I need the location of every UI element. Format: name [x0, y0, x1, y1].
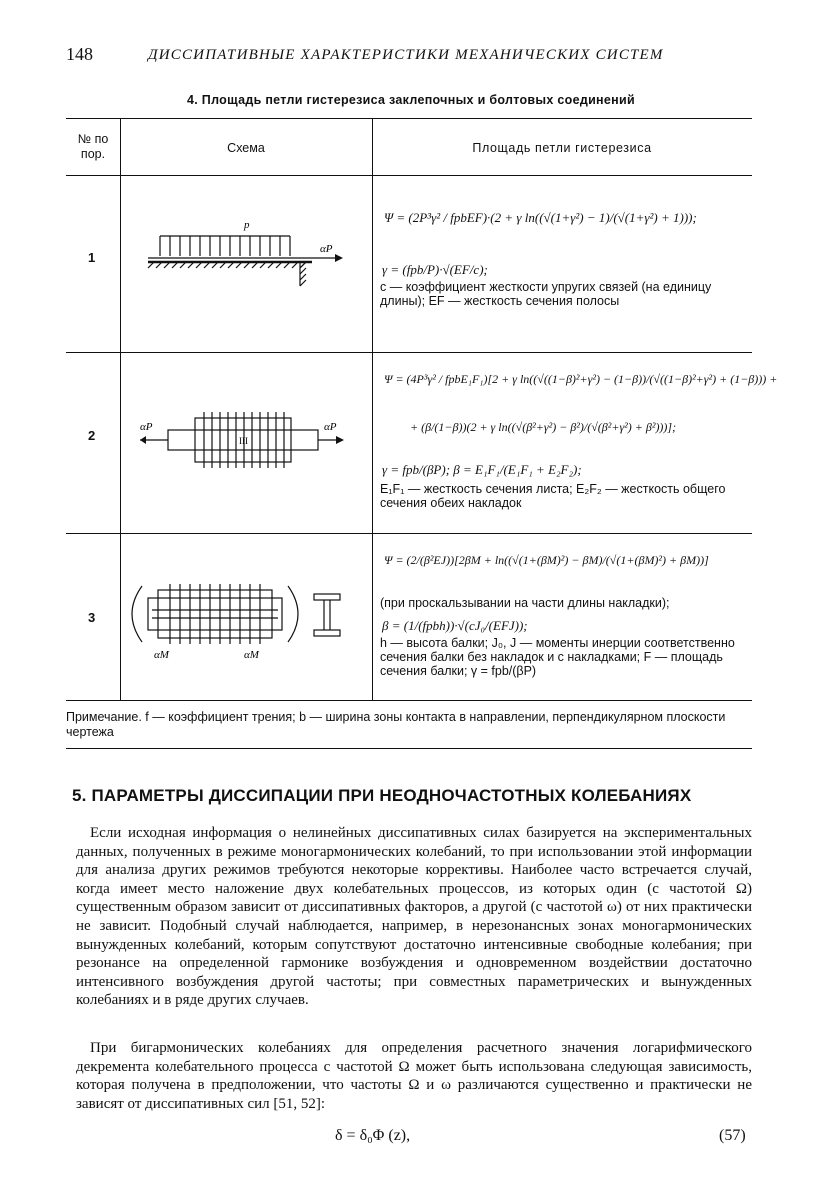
row-2-number: 2: [88, 428, 96, 443]
equation-57: δ = δ₀Φ (z),: [335, 1127, 411, 1144]
row-2-formula-gamma: γ = fpb/(βP); β = E₁F₁/(E₁F₁ + E₂F₂);: [382, 462, 582, 477]
equation-number: (57): [719, 1127, 746, 1144]
row-3-left-moment-label: αM: [154, 649, 169, 661]
row-2-formula-cont: + (β/(1−β))(2 + γ ln((√(β²+γ²) − β²)/(√(β²+γ²) + β²)))];: [410, 420, 677, 434]
row-1-number: 1: [88, 250, 96, 265]
row-3-right-moment-label: αM: [244, 649, 259, 661]
col-header-scheme: Схема: [227, 141, 265, 155]
row-3-slip-text: (при проскальзывании на части длины накладки);: [380, 596, 670, 610]
row-3-formula-main: Ψ = (2/(β²EJ))[2βM + ln((√(1+(βM)²) − βM)/(√(1+(βM)²) + βM))]: [384, 553, 709, 567]
row-2-scheme-diagram: [140, 408, 350, 478]
row-1-scheme-diagram: [140, 212, 350, 302]
table-top-rule: [66, 118, 752, 119]
col-divider-1: [120, 118, 121, 700]
row-1-formula-main: Ψ = (2P³γ² / fpbEF)·(2 + γ ln((√(1+γ²) − 1)/(√(1+γ²) + 1)));: [384, 210, 697, 225]
row-3-formula-beta: β = (1/(fpbh))·√(cJ₀/(EFJ));: [382, 618, 528, 633]
row-2-right-force-label: αP: [324, 421, 337, 433]
row-1-force-label: αP: [320, 243, 333, 255]
paragraph-2: При бигармонических колебаниях для определения расчетного значения логарифмического декремента колебательного процесса с частотой Ω может быть использована следующая зависимость, которая получена в предположении, что частоты Ω и ω различаются существенно и практически не зависят от диссипативных сил [51, 52]:: [76, 1040, 752, 1112]
col-header-num: № по пор.: [77, 132, 109, 161]
col-header-area: Площадь петли гистерезиса: [472, 141, 652, 155]
table-header-rule: [66, 175, 752, 176]
row-3-scheme-diagram: [128, 572, 358, 662]
section-title: 5. ПАРАМЕТРЫ ДИССИПАЦИИ ПРИ НЕОДНОЧАСТОТНЫХ КОЛЕБАНИЯХ: [72, 786, 692, 805]
row-1-formula-gamma: γ = (fpb/P)·√(EF/c);: [382, 262, 488, 277]
running-title: ДИССИПАТИВНЫЕ ХАРАКТЕРИСТИКИ МЕХАНИЧЕСКИХ СИСТЕМ: [148, 47, 664, 63]
row-3-note: h — высота балки; J₀, J — моменты инерции соответственно сечения балки без накладок и с накладками; F — площадь сечения балки; γ = fpb/(βP): [380, 636, 735, 678]
col-divider-2: [372, 118, 373, 700]
table-title: 4. Площадь петли гистерезиса заклепочных и болтовых соединений: [187, 93, 635, 107]
row-1-load-label: p: [244, 219, 250, 231]
row-2-note: E₁F₁ — жесткость сечения листа; E₂F₂ — жесткость общего сечения обеих накладок: [380, 482, 726, 510]
row-2-formula-main: Ψ = (4P³γ² / fpbE₁F₁)[2 + γ ln((√((1−β)²+γ²) − (1−β))/(√((1−β)²+γ²) + (1−β))) +: [384, 372, 778, 386]
row-2-mid-label: III: [239, 436, 248, 446]
table-note: Примечание. f — коэффициент трения; b — ширина зоны контакта в направлении, перпендикулярном плоскости чертежа: [66, 710, 726, 739]
paragraph-1: Если исходная информация о нелинейных диссипативных силах базируется на экспериментальных данных, полученных в режиме моногармонических колебаний, то при использовании этой информации для анализа других режимов требуются некоторые коррективы. Наиболее часто встречается случай, когда имеет место наложение двух колебательных процессов, из которых один (с частотой Ω) существенным образом зависит от диссипативных факторов, а другой (с частотой ω) от них практически не зависит. Подобный случай наблюдается, например, в нерезонансных зонах моногармонических вынужденных колебаний, которым сопутствуют достаточно интенсивные свободные колебания; при резонансе на определенной гармонике возбуждения и одновременном воздействии достаточно интенсивного возбуждения другой частоты; при совместных параметрических и вынужденных колебаниях и в ряде других случаев.: [76, 825, 752, 1009]
row-divider-2: [66, 533, 752, 534]
note-rule: [66, 748, 752, 749]
row-2-left-force-label: αP: [140, 421, 153, 433]
page-number: 148: [66, 44, 93, 64]
row-divider-1: [66, 352, 752, 353]
table-bottom-rule: [66, 700, 752, 701]
row-1-note: c — коэффициент жесткости упругих связей (на единицу длины); EF — жесткость сечения полосы: [380, 280, 712, 308]
row-3-number: 3: [88, 610, 96, 625]
